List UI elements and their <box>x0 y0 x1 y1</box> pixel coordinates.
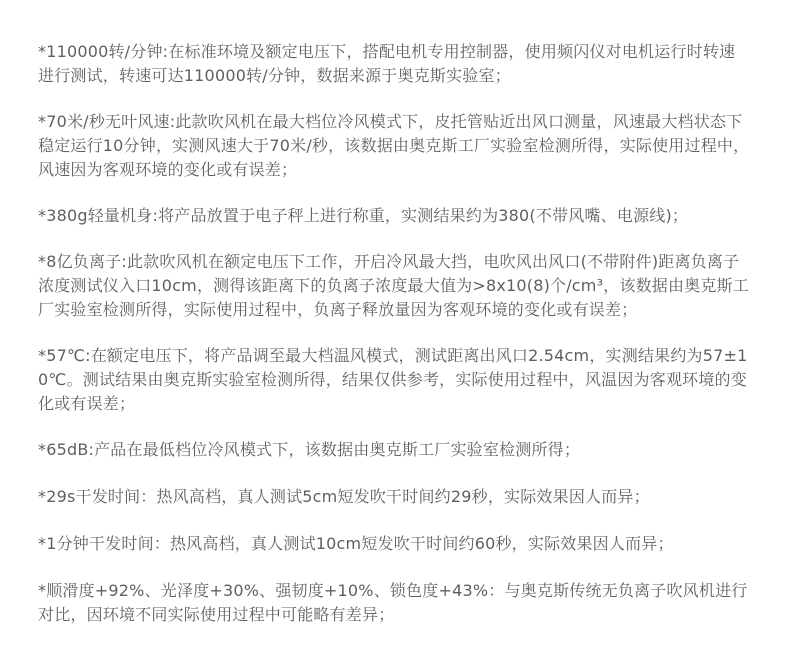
footnote-temperature: *57℃:在额定电压下，将产品调至最大档温风模式，测试距离出风口2.54cm，实测结果约为57±10℃。测试结果由奥克斯实验室检测所得，结果仅供参考，实际使用过程中，风温因为客观环境的变化或有误差； <box>38 346 748 413</box>
footnote-wind-speed: *70米/秒无叶风速:此款吹风机在最大档位冷风模式下，皮托管贴近出风口测量，风速最大档状态下稳定运行10分钟，实测风速大于70米/秒，该数据由奥克斯工厂实验室检测所得，实际使用过程中，风速因为客观环境的变化或有误差； <box>38 112 750 179</box>
footnote-dry-time-29s: *29s干发时间：热风高档，真人测试5cm短发吹干时间约29秒，实际效果因人而异； <box>38 487 650 506</box>
footnotes-list <box>38 40 750 649</box>
footnote-weight: *380g轻量机身:将产品放置于电子秤上进行称重，实测结果约为380(不带风嘴、电源线)； <box>38 206 689 225</box>
footnote-dry-time-1min: *1分钟干发时间：热风高档，真人测试10cm短发吹干时间约60秒，实际效果因人而异； <box>38 534 674 553</box>
footnote-noise: *65dB:产品在最低档位冷风模式下，该数据由奥克斯工厂实验室检测所得； <box>38 440 581 459</box>
footnote-negative-ions: *8亿负离子:此款吹风机在额定电压下工作，开启冷风最大挡，电吹风出风口(不带附件)距离负离子浓度测试仪入口10cm，测得该距离下的负离子浓度最大值为>8x10(8)个/cm³，该数据由奥克斯工厂实验室检测所得，实际使用过程中，负离子释放量因为客观环境的变化或有误差； <box>38 252 750 319</box>
footnote-hair-care: *顺滑度+92%、光泽度+30%、强韧度+10%、锁色度+43%：与奥克斯传统无负离子吹风机进行对比，因环境不同实际使用过程中可能略有差异； <box>38 581 748 624</box>
footnote-rotation-speed: *110000转/分钟:在标准环境及额定电压下，搭配电机专用控制器，使用频闪仪对电机运行时转速进行测试，转速可达110000转/分钟，数据来源于奥克斯实验室； <box>38 42 736 85</box>
